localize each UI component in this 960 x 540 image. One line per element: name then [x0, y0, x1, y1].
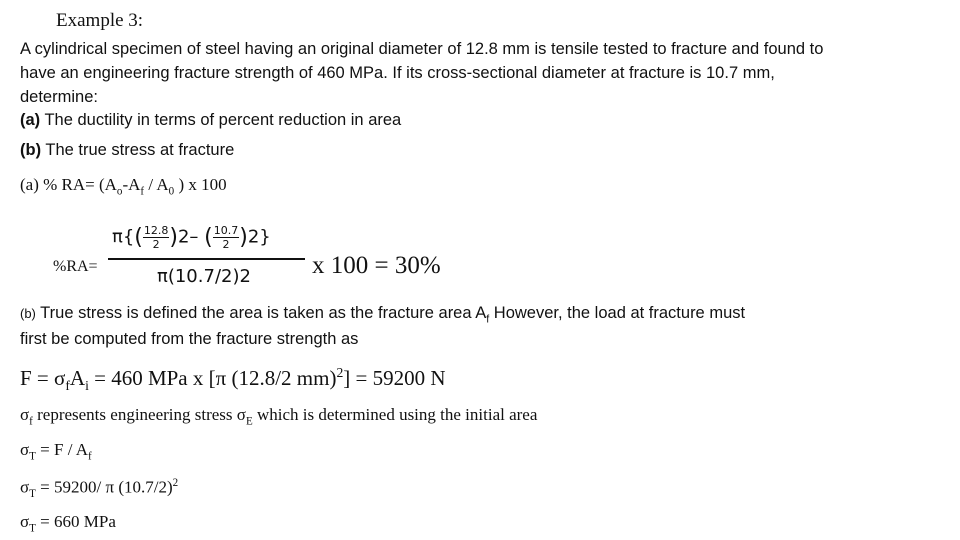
problem-line-3: determine: [20, 88, 98, 106]
part-a-text: The ductility in terms of percent reduction in area [40, 111, 402, 129]
part-b-question [20, 141, 234, 160]
example-title: Example 3: [56, 10, 144, 31]
problem-line-2: have an engineering fracture strength of 460 MPa. If its cross-sectional diameter at fracture is 10.7 mm, [20, 64, 775, 82]
part-b-explanation-line-2: first be computed from the fracture strength as [20, 330, 359, 348]
sigma-f-note: $\sigma_f$ represents engineering stress $\sigma_E$ which is determined using the initial area [20, 405, 538, 428]
part-a-label: (a) [20, 111, 41, 129]
sigma-t-result: $\sigma_T = 660$ MPa [20, 512, 116, 535]
force-equation: $F = \sigma_fA_i = 460$ MPa x [π (12.8/2 mm)$^2$] = 59200 N [20, 365, 446, 394]
part-a-question [20, 111, 401, 130]
part-b-label: (b) [20, 141, 42, 159]
ra-fraction-numerator: π{( $\frac{12.8}{2}$ )2– ( $\frac{10.7}{2}$ )2} [112, 224, 271, 251]
fraction-bar [108, 258, 305, 260]
ra-fraction-result: x 100 = 30% [312, 252, 441, 279]
ra-fraction-denominator: π(10.7/2)2 [157, 266, 251, 287]
sigma-t-calculation: $\sigma_T = 59200/$ π $(10.7/2)^2$ [20, 477, 179, 501]
ra-fraction-prefix: %RA= [53, 258, 98, 275]
ra-formula: (a) % $RA= (A_o-A_f / A_0$ ) x 100 [20, 175, 227, 198]
sigma-t-definition: $\sigma_T = F / A_f$ [20, 440, 92, 463]
part-b-text: The true stress at fracture [41, 141, 235, 159]
problem-line-1: A cylindrical specimen of steel having an original diameter of 12.8 mm is tensile tested to fracture and found to [20, 40, 824, 58]
part-b-explanation-line-1: (b) True stress is defined the area is taken as the fracture area $A_f$ However, the load at fracture must [20, 304, 746, 326]
